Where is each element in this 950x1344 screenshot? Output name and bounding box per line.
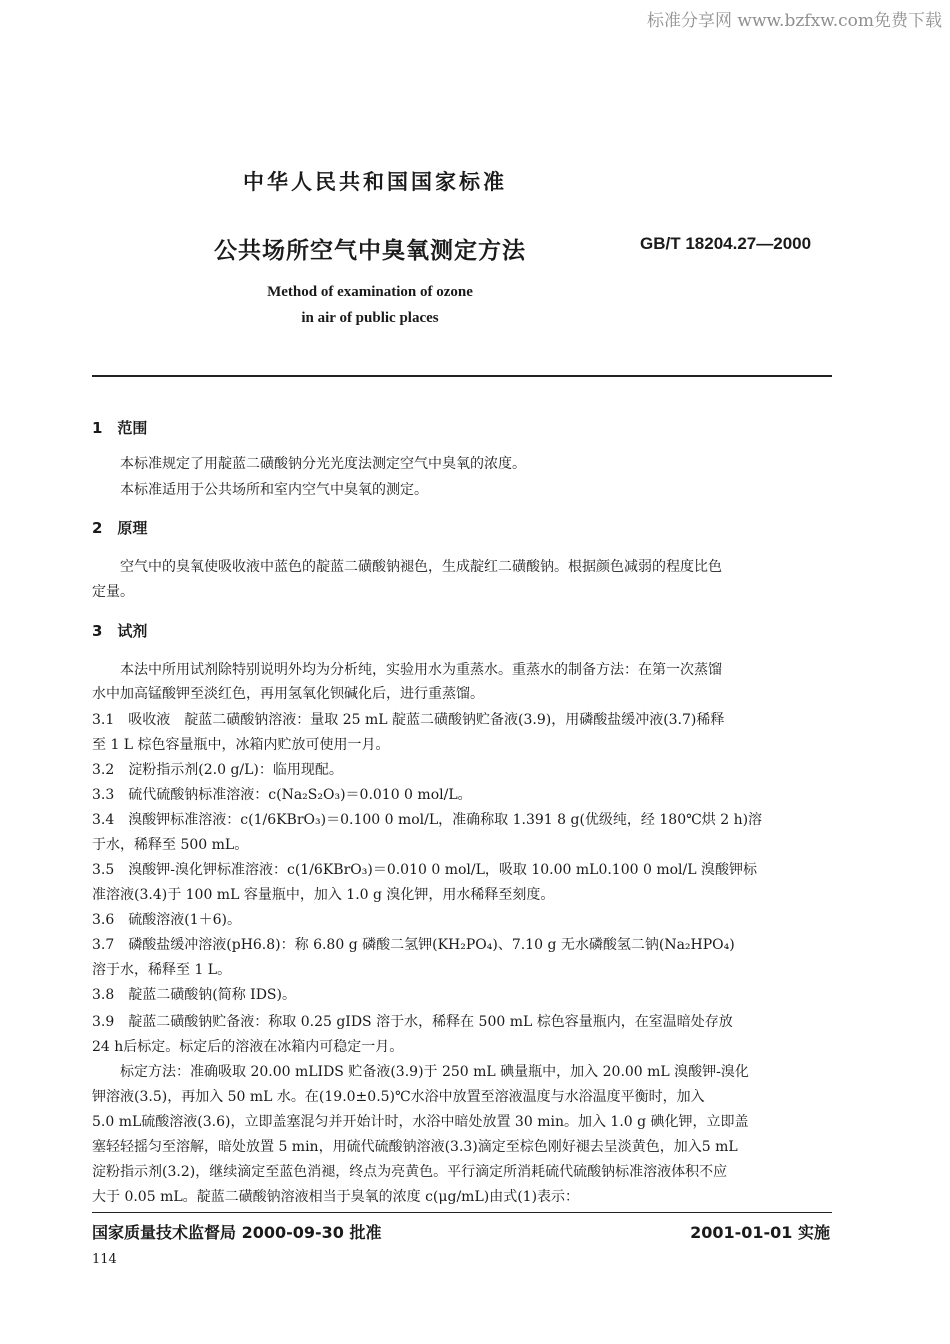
item-3-5-line2: 准溶液(3.4)于 100 mL 容量瓶中，加入 1.0 g 溴化钾，用水稀释至刻度。 — [92, 887, 555, 903]
item-3-3: 3.3 硫代硫酸钠标准溶液：c(Na₂S₂O₃)＝0.010 0 mol/L。 — [92, 787, 472, 803]
item-3-1-line1: 3.1 吸收液 靛蓝二磺酸钠溶液：量取 25 mL 靛蓝二磺酸钠贮备液(3.9)，用磷酸盐缓冲液(3.7)稀释 — [92, 712, 725, 728]
page-number: 114 — [92, 1252, 117, 1267]
english-title-line1: Method of examination of ozone — [267, 284, 473, 300]
item-3-7-line2: 溶于水，稀释至 1 L。 — [92, 962, 232, 978]
item-3-9-line2: 24 h后标定。标定后的溶液在冰箱内可稳定一月。 — [92, 1039, 404, 1055]
item-3-4-line1: 3.4 溴酸钾标准溶液：c(1/6KBrO₃)＝0.100 0 mol/L，准确称取 1.391 8 g(优级纯，经 180℃烘 2 h)溶 — [92, 812, 763, 828]
footer-divider — [92, 1212, 832, 1213]
section-1-paragraph-1: 本标准规定了用靛蓝二磺酸钠分光光度法测定空气中臭氧的浓度。 — [120, 456, 526, 472]
item-3-9-line1: 3.9 靛蓝二磺酸钠贮备液：称取 0.25 gIDS 溶于水，稀释在 500 mL 棕色容量瓶内，在室温暗处存放 — [92, 1014, 733, 1030]
section-2-paragraph-line1: 空气中的臭氧使吸收液中蓝色的靛蓝二磺酸钠褪色，生成靛红二磺酸钠。根据颜色减弱的程度比色 — [120, 559, 722, 575]
item-3-2: 3.2 淀粉指示剂(2.0 g/L)：临用现配。 — [92, 762, 343, 778]
effective-date: 2001-01-01 实施 — [690, 1223, 830, 1242]
calibration-line1: 标定方法：准确吸取 20.00 mLIDS 贮备液(3.9)于 250 mL 碘量瓶中，加入 20.00 mL 溴酸钾-溴化 — [120, 1064, 749, 1080]
english-title-line2: in air of public places — [301, 310, 439, 326]
item-3-8: 3.8 靛蓝二磺酸钠(简称 IDS)。 — [92, 987, 296, 1003]
section-3-intro-line2: 水中加高锰酸钾至淡红色，再用氢氧化钡碱化后，进行重蒸馏。 — [92, 686, 484, 702]
item-3-6: 3.6 硫酸溶液(1＋6)。 — [92, 912, 242, 928]
standard-code: GB/T 18204.27—2000 — [640, 234, 812, 253]
section-3-heading: 3 试剂 — [92, 622, 148, 640]
item-3-4-line2: 于水，稀释至 500 mL。 — [92, 837, 249, 853]
calibration-line3: 5.0 mL硫酸溶液(3.6)，立即盖塞混匀并开始计时，水浴中暗处放置 30 min。加入 1.0 g 碘化钾，立即盖 — [92, 1114, 749, 1130]
approval-date: 国家质量技术监督局 2000-09-30 批准 — [92, 1223, 382, 1242]
header-divider — [92, 375, 832, 377]
calibration-line4: 塞轻轻摇匀至溶解，暗处放置 5 min，用硫代硫酸钠溶液(3.3)滴定至棕色刚好褪去呈淡黄色，加入5 mL — [92, 1139, 738, 1155]
item-3-1-line2: 至 1 L 棕色容量瓶中，冰箱内贮放可使用一月。 — [92, 737, 390, 753]
national-standard-heading: 中华人民共和国国家标准 — [243, 170, 507, 194]
section-2-heading: 2 原理 — [92, 519, 148, 537]
item-3-7-line1: 3.7 磷酸盐缓冲溶液(pH6.8)：称 6.80 g 磷酸二氢钾(KH₂PO₄)、7.10 g 无水磷酸氢二钠(Na₂HPO₄) — [92, 937, 735, 953]
watermark: 标准分享网 www.bzfxw.com免费下载 — [647, 11, 942, 31]
section-1-heading: 1 范围 — [92, 419, 148, 437]
calibration-line6: 大于 0.05 mL。靛蓝二磺酸钠溶液相当于臭氧的浓度 c(μg/mL)由式(1)表示： — [92, 1189, 580, 1205]
section-2-paragraph-line2: 定量。 — [92, 584, 134, 600]
document-title: 公共场所空气中臭氧测定方法 — [214, 238, 526, 264]
section-3-intro-line1: 本法中所用试剂除特别说明外均为分析纯，实验用水为重蒸水。重蒸水的制备方法：在第一次蒸馏 — [120, 662, 722, 678]
item-3-5-line1: 3.5 溴酸钾-溴化钾标准溶液：c(1/6KBrO₃)＝0.010 0 mol/L，吸取 10.00 mL0.100 0 mol/L 溴酸钾标 — [92, 862, 757, 878]
calibration-line2: 钾溶液(3.5)，再加入 50 mL 水。在(19.0±0.5)℃水浴中放置至溶液温度与水浴温度平衡时，加入 — [92, 1089, 705, 1105]
section-1-paragraph-2: 本标准适用于公共场所和室内空气中臭氧的测定。 — [120, 482, 428, 498]
calibration-line5: 淀粉指示剂(3.2)，继续滴定至蓝色消褪，终点为亮黄色。平行滴定所消耗硫代硫酸钠标准溶液体积不应 — [92, 1164, 728, 1180]
